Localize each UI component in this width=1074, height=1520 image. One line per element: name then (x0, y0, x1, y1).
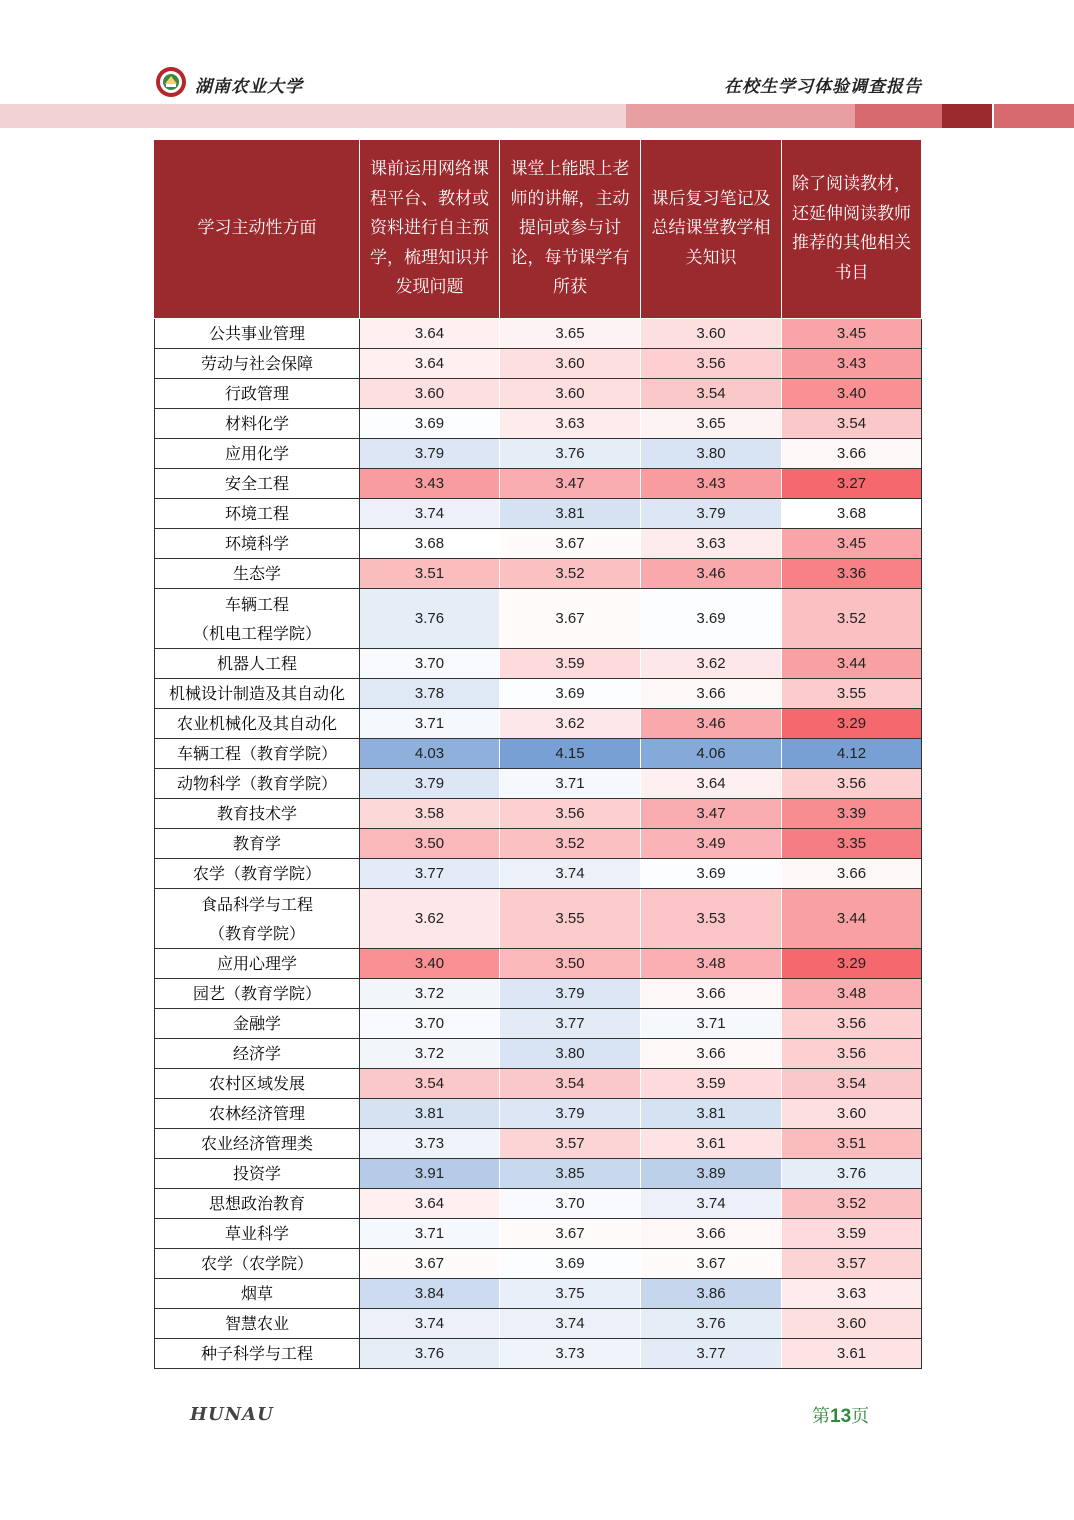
score-cell: 3.50 (360, 829, 500, 859)
score-cell: 3.81 (641, 1099, 782, 1129)
score-cell: 4.06 (641, 739, 782, 769)
table-row (155, 1189, 922, 1219)
score-cell: 3.71 (360, 1219, 500, 1249)
row-label-text: 金融学 (232, 1014, 281, 1033)
row-label-text: 经济学 (232, 1044, 281, 1063)
table-row (155, 1099, 922, 1129)
score-cell: 3.67 (500, 529, 641, 559)
table-row (155, 349, 922, 379)
score-cell: 3.54 (782, 1069, 922, 1099)
table-row (155, 379, 922, 409)
column-header: 学习主动性方面 (155, 140, 360, 319)
score-cell: 3.39 (782, 799, 922, 829)
score-cell: 3.79 (500, 1099, 641, 1129)
row-label-text: 园艺（教育学院） (192, 984, 321, 1003)
score-cell: 3.84 (360, 1279, 500, 1309)
score-cell: 3.89 (641, 1159, 782, 1189)
table-row (155, 409, 922, 439)
table-row (155, 979, 922, 1009)
row-label-text: 生态学 (232, 564, 281, 583)
score-cell: 3.60 (782, 1309, 922, 1339)
table-row (155, 439, 922, 469)
score-cell: 3.64 (641, 769, 782, 799)
score-cell: 3.66 (641, 679, 782, 709)
table-row (155, 469, 922, 499)
row-label (155, 1039, 360, 1069)
score-cell: 3.60 (360, 379, 500, 409)
table-row (155, 1039, 922, 1069)
row-label-text: 教育学 (232, 834, 281, 853)
score-cell: 3.44 (782, 889, 922, 949)
score-cell: 3.67 (500, 589, 641, 649)
footer-logo-text: HUNAU (190, 1404, 274, 1425)
row-label-text: 草业科学 (224, 1224, 289, 1243)
score-cell: 3.69 (641, 859, 782, 889)
row-label-text: 种子科学与工程 (200, 1344, 313, 1363)
row-label-text: 车辆工程（教育学院） (176, 744, 337, 763)
table-row (155, 949, 922, 979)
score-cell: 3.53 (641, 889, 782, 949)
score-cell: 3.46 (641, 709, 782, 739)
row-label-text: 应用心理学 (216, 954, 297, 973)
table-row (155, 1069, 922, 1099)
row-label (155, 739, 360, 769)
score-cell: 3.66 (782, 439, 922, 469)
score-cell: 3.40 (360, 949, 500, 979)
score-cell: 4.12 (782, 739, 922, 769)
row-label (155, 679, 360, 709)
band-segment (626, 104, 855, 128)
table-row (155, 319, 922, 349)
row-label-text: 环境科学 (224, 534, 289, 553)
score-cell: 3.63 (641, 529, 782, 559)
score-cell: 3.70 (360, 649, 500, 679)
score-cell: 3.29 (782, 949, 922, 979)
score-cell: 3.79 (641, 499, 782, 529)
score-cell: 3.60 (500, 379, 641, 409)
row-label (155, 1309, 360, 1339)
score-cell: 3.73 (360, 1129, 500, 1159)
row-label-subtext: （教育学院） (208, 923, 305, 943)
band-segment (855, 104, 942, 128)
table-row (155, 1129, 922, 1159)
row-label-text: 劳动与社会保障 (200, 354, 313, 373)
row-label (155, 319, 360, 349)
row-label (155, 649, 360, 679)
score-cell: 3.74 (641, 1189, 782, 1219)
score-cell: 3.48 (641, 949, 782, 979)
table-row (155, 499, 922, 529)
row-label (155, 349, 360, 379)
row-label (155, 589, 360, 649)
score-cell: 3.85 (500, 1159, 641, 1189)
score-cell: 3.76 (360, 1339, 500, 1369)
score-cell: 3.58 (360, 799, 500, 829)
score-cell: 3.48 (782, 979, 922, 1009)
row-label (155, 1159, 360, 1189)
score-cell: 3.74 (500, 859, 641, 889)
learning-initiative-table (154, 139, 922, 1369)
score-cell: 3.63 (782, 1279, 922, 1309)
score-cell: 3.64 (360, 349, 500, 379)
score-cell: 3.79 (360, 769, 500, 799)
score-cell: 3.52 (500, 559, 641, 589)
table-row (155, 1309, 922, 1339)
row-label-text: 教育技术学 (216, 804, 297, 823)
row-label-text: 机械设计制造及其自动化 (168, 684, 345, 703)
score-cell: 3.56 (782, 1009, 922, 1039)
score-cell: 3.75 (500, 1279, 641, 1309)
row-label-text: 材料化学 (224, 414, 289, 433)
table-row (155, 679, 922, 709)
score-cell: 4.03 (360, 739, 500, 769)
row-label-text: 应用化学 (224, 444, 289, 463)
score-cell: 3.47 (641, 799, 782, 829)
score-cell: 3.47 (500, 469, 641, 499)
university-seal-icon (155, 66, 187, 98)
row-label (155, 1099, 360, 1129)
row-label (155, 979, 360, 1009)
score-cell: 3.56 (641, 349, 782, 379)
page-header (0, 0, 1074, 135)
row-label-text: 行政管理 (224, 384, 289, 403)
row-label-text: 烟草 (240, 1284, 273, 1303)
score-cell: 3.45 (782, 529, 922, 559)
row-label-text: 车辆工程 (224, 594, 289, 614)
column-header: 课堂上能跟上老师的讲解，主动提问或参与讨论，每节课学有所获 (500, 140, 641, 319)
page-suffix: 页 (851, 1406, 870, 1427)
row-label (155, 559, 360, 589)
row-label (155, 409, 360, 439)
score-cell: 3.55 (782, 679, 922, 709)
score-cell: 3.43 (782, 349, 922, 379)
score-cell: 3.72 (360, 1039, 500, 1069)
score-cell: 3.51 (782, 1129, 922, 1159)
score-cell: 3.60 (500, 349, 641, 379)
table-row (155, 1009, 922, 1039)
row-label (155, 1249, 360, 1279)
score-cell: 3.66 (641, 979, 782, 1009)
score-cell: 3.65 (500, 319, 641, 349)
header-color-band (0, 104, 1074, 128)
column-header: 课前运用网络课程平台、教材或资料进行自主预学，梳理知识并发现问题 (360, 140, 500, 319)
score-cell: 3.62 (641, 649, 782, 679)
score-cell: 3.65 (641, 409, 782, 439)
score-cell: 3.54 (500, 1069, 641, 1099)
score-cell: 3.77 (641, 1339, 782, 1369)
row-label (155, 529, 360, 559)
report-title: 在校生学习体验调查报告 (724, 77, 922, 97)
band-segment (942, 104, 992, 128)
row-label (155, 1339, 360, 1369)
score-cell: 3.62 (500, 709, 641, 739)
row-label-text: 农学（农学院） (200, 1254, 313, 1273)
score-cell: 3.76 (641, 1309, 782, 1339)
row-label-text: 农业经济管理类 (200, 1134, 313, 1153)
row-label-text: 机器人工程 (216, 654, 297, 673)
score-cell: 3.74 (360, 1309, 500, 1339)
row-label (155, 1069, 360, 1099)
row-label (155, 1219, 360, 1249)
score-cell: 3.52 (782, 589, 922, 649)
band-segment (994, 104, 1074, 128)
row-label-text: 农学（教育学院） (192, 864, 321, 883)
row-label-text: 思想政治教育 (208, 1194, 305, 1213)
row-label (155, 1279, 360, 1309)
score-cell: 3.62 (360, 889, 500, 949)
score-cell: 3.54 (782, 409, 922, 439)
score-cell: 3.60 (782, 1099, 922, 1129)
score-cell: 3.71 (500, 769, 641, 799)
row-label-text: 农村区域发展 (208, 1074, 305, 1093)
score-cell: 3.44 (782, 649, 922, 679)
score-cell: 3.45 (782, 319, 922, 349)
row-label (155, 829, 360, 859)
score-cell: 3.68 (360, 529, 500, 559)
row-label (155, 439, 360, 469)
score-cell: 3.91 (360, 1159, 500, 1189)
score-cell: 3.71 (641, 1009, 782, 1039)
score-cell: 3.59 (500, 649, 641, 679)
score-cell: 3.60 (641, 319, 782, 349)
score-cell: 3.77 (360, 859, 500, 889)
table-row (155, 709, 922, 739)
row-label (155, 379, 360, 409)
score-cell: 3.69 (641, 589, 782, 649)
score-cell: 3.78 (360, 679, 500, 709)
score-cell: 3.80 (500, 1039, 641, 1069)
row-label-text: 农林经济管理 (208, 1104, 305, 1123)
row-label (155, 859, 360, 889)
row-label (155, 469, 360, 499)
row-label-subtext: （机电工程学院） (192, 623, 321, 643)
score-cell: 3.59 (641, 1069, 782, 1099)
row-label (155, 799, 360, 829)
table-row (155, 649, 922, 679)
table-row (155, 889, 922, 949)
score-cell: 3.72 (360, 979, 500, 1009)
table-row (155, 589, 922, 649)
score-cell: 3.54 (360, 1069, 500, 1099)
column-header: 除了阅读教材，还延伸阅读教师推荐的其他相关书目 (782, 140, 922, 319)
score-cell: 3.57 (782, 1249, 922, 1279)
score-cell: 3.86 (641, 1279, 782, 1309)
score-cell: 3.59 (782, 1219, 922, 1249)
score-cell: 3.56 (782, 769, 922, 799)
score-cell: 3.74 (500, 1309, 641, 1339)
page-prefix: 第 (812, 1406, 830, 1427)
table-row (155, 559, 922, 589)
table-body (155, 319, 922, 1369)
row-label-text: 公共事业管理 (208, 324, 305, 343)
score-cell: 3.49 (641, 829, 782, 859)
score-cell: 3.81 (500, 499, 641, 529)
table-row (155, 1159, 922, 1189)
score-cell: 3.61 (782, 1339, 922, 1369)
score-cell: 3.76 (360, 589, 500, 649)
score-cell: 3.27 (782, 469, 922, 499)
table-row (155, 1339, 922, 1369)
score-cell: 3.63 (500, 409, 641, 439)
table-row (155, 1279, 922, 1309)
score-cell: 3.66 (641, 1219, 782, 1249)
score-cell: 3.64 (360, 1189, 500, 1219)
table-row (155, 799, 922, 829)
row-label-text: 智慧农业 (224, 1314, 289, 1333)
score-cell: 3.46 (641, 559, 782, 589)
column-header: 课后复习笔记及总结课堂教学相关知识 (641, 140, 782, 319)
score-cell: 3.40 (782, 379, 922, 409)
score-cell: 3.54 (641, 379, 782, 409)
score-cell: 3.68 (782, 499, 922, 529)
score-cell: 3.50 (500, 949, 641, 979)
score-cell: 3.66 (641, 1039, 782, 1069)
row-label (155, 1129, 360, 1159)
table-row (155, 769, 922, 799)
score-cell: 3.64 (360, 319, 500, 349)
score-cell: 3.74 (360, 499, 500, 529)
score-cell: 3.73 (500, 1339, 641, 1369)
score-cell: 3.69 (500, 679, 641, 709)
score-cell: 3.77 (500, 1009, 641, 1039)
score-cell: 3.43 (641, 469, 782, 499)
score-cell: 3.43 (360, 469, 500, 499)
score-cell: 3.67 (641, 1249, 782, 1279)
table-row (155, 829, 922, 859)
score-cell: 3.76 (500, 439, 641, 469)
row-label-text: 动物科学（教育学院） (176, 774, 337, 793)
page-number (812, 1402, 869, 1428)
row-label-text: 农业机械化及其自动化 (176, 714, 337, 733)
score-cell: 3.79 (500, 979, 641, 1009)
score-cell: 3.56 (782, 1039, 922, 1069)
score-cell: 3.67 (500, 1219, 641, 1249)
score-cell: 3.80 (641, 439, 782, 469)
row-label (155, 499, 360, 529)
score-cell: 3.69 (500, 1249, 641, 1279)
row-label (155, 1009, 360, 1039)
table-row (155, 1219, 922, 1249)
university-name: 湖南农业大学 (195, 77, 303, 97)
table-row (155, 859, 922, 889)
score-cell: 3.35 (782, 829, 922, 859)
table-row (155, 1249, 922, 1279)
page-number-value: 13 (830, 1406, 852, 1427)
row-label-text: 投资学 (232, 1164, 281, 1183)
table-row (155, 529, 922, 559)
row-label (155, 889, 360, 949)
table-header-row (155, 140, 922, 319)
row-label (155, 1189, 360, 1219)
score-cell: 3.70 (500, 1189, 641, 1219)
score-cell: 3.70 (360, 1009, 500, 1039)
score-cell: 3.52 (782, 1189, 922, 1219)
score-cell: 4.15 (500, 739, 641, 769)
score-cell: 3.51 (360, 559, 500, 589)
score-cell: 3.66 (782, 859, 922, 889)
table-row (155, 739, 922, 769)
score-cell: 3.67 (360, 1249, 500, 1279)
score-cell: 3.79 (360, 439, 500, 469)
score-cell: 3.29 (782, 709, 922, 739)
band-segment (0, 104, 626, 128)
score-cell: 3.52 (500, 829, 641, 859)
score-cell: 3.57 (500, 1129, 641, 1159)
score-cell: 3.81 (360, 1099, 500, 1129)
score-cell: 3.55 (500, 889, 641, 949)
row-label-text: 食品科学与工程 (200, 894, 313, 914)
row-label-text: 安全工程 (224, 474, 289, 493)
row-label-text: 环境工程 (224, 504, 289, 523)
row-label (155, 949, 360, 979)
row-label (155, 709, 360, 739)
score-cell: 3.61 (641, 1129, 782, 1159)
score-cell: 3.36 (782, 559, 922, 589)
score-cell: 3.69 (360, 409, 500, 439)
score-cell: 3.76 (782, 1159, 922, 1189)
score-cell: 3.56 (500, 799, 641, 829)
row-label (155, 769, 360, 799)
score-cell: 3.71 (360, 709, 500, 739)
